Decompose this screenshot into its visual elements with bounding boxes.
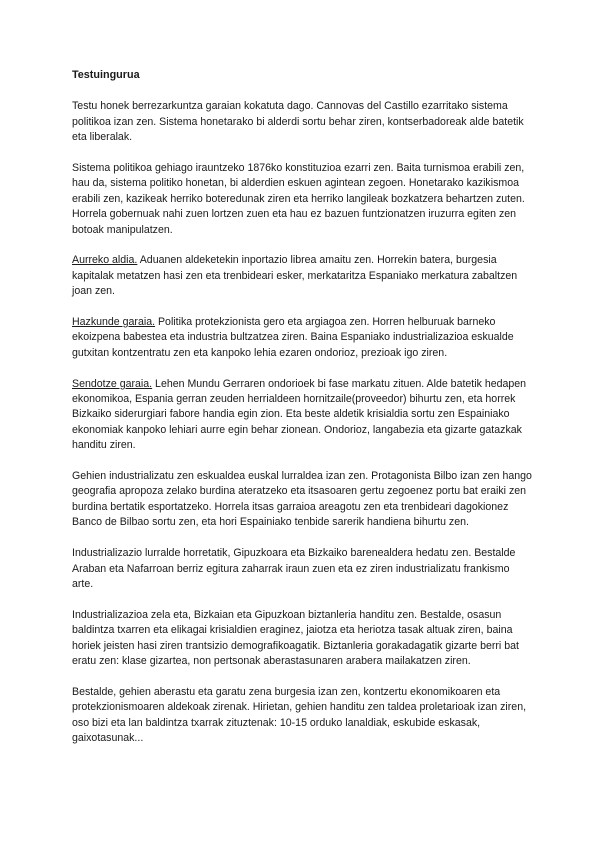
document-page [72, 68, 532, 762]
basque-region-paragraph: Gehien industrializatu zen eskualdea euskal lurraldea izan zen. Protagonista Bilbo izan zen hango geografia apropoza zelako burdina ateratzeko eta itsasoaren gertu zegoenez portu bat eraiki zen burdina bertatik esportatzeko. Horrela itsas garraioa areagotu zen eta trenbideari dagokionez Banco de Bilbao sortu zen, eta hori Espainiako tenbide sarerik handiena bihurtu zen. [72, 470, 532, 529]
section-text-sendotze-garaia: Lehen Mundu Gerraren ondorioek bi fase markatu zituen. Alde batetik hedapen ekonomikoa, Espania gerran zeuden herrialdeen hornitzaile(proveedor) bihurtu zen, eta horrek Bizkaiko siderurgiari fabore handia egin zion. Eta beste aldetik krisialdia sortu zen Espainiako ekonomiak kanpoko lehiari aurre egin behar zionean. Ondorioz, langabezia eta gizarte gatazkak handitu ziren. [72, 377, 527, 452]
section-heading-sendotze-garaia: Sendotze garaia. [72, 377, 153, 390]
section-hazkunde-garaia [72, 315, 532, 361]
spread-paragraph: Industrializazio lurralde horretatik, Gipuzkoara eta Bizkaiko barenealdera hedatu zen. Bestalde Araban eta Nafarroan berriz egitura zaharrak iraun zuen eta ez ziren industrializatu frankismo arte. [72, 547, 516, 590]
section-text-aurreko-aldia: Aduanen aldeketekin inportazio librea amaitu zen. Horrekin batera, burgesia kapitalak metatzen hasi zen eta trenbideari esker, merkataritza Espaniako merkatura zabaltzen joan zen. [72, 254, 518, 298]
section-sendotze-garaia [72, 377, 532, 454]
population-paragraph: Industrializazioa zela eta, Bizkaian eta Gipuzkoan biztanleria handitu zen. Bestalde, osasun baldintza txarren eta elikagai krisialdien eraginez, jaiotza eta heriotza tasak altuak ziren, baina horiek jeisten hasi ziren trantsizio demografikoagatik. Biztanleria gorakadagatik gizarte berri bat eratu zen: klase gizartea, non pertsonak aberastasunaren arabera mailakatzen ziren. [72, 608, 519, 667]
classes-paragraph: Bestalde, gehien aberastu eta garatu zena burgesia izan zen, kontzertu ekonomikoaren eta protekzionismoaren aldekoak zirenak. Hirietan, gehien handitu zen taldea proletarioak izan ziren, oso bizi eta lan baldintza txarrak zituztenak: 10-15 orduko lanaldiak, eskubide eskasak, gaixotasunak... [72, 685, 527, 744]
politics-paragraph: Sistema politikoa gehiago irauntzeko 1876ko konstituzioa ezarri zen. Baita turnismoa erabili zen, hau da, sistema politiko honetan, bi alderdien eskuen agintean zegoen. Honetarako kazikismoa erabili zen, kazikeak herriko boteredunak ziren eta herriko langileak bozkatzera behartzen zuten. Horrela gobernuak nahi zuen lortzen zuen eta hau ez bazuen funtzionatzen iruzurra egiten zen botoak manipulatzen. [72, 162, 525, 236]
section-heading-hazkunde-garaia: Hazkunde garaia. [72, 316, 156, 329]
intro-paragraph: Testu honek berrezarkuntza garaian kokatuta dago. Cannovas del Castillo ezarritako sistema politikoa izan zen. Sistema honetarako bi alderdi sortu behar ziren, kontserbadoreak alde batetik eta liberalak. [72, 100, 524, 144]
document-title: Testuingurua [72, 69, 140, 81]
section-text-hazkunde-garaia: Politika protekzionista gero eta argiagoa zen. Horren helburuak barneko ekoizpena babestea eta industria bultzatzea ziren. Baina Espaniako industrializazioa eskualde gutxitan kontzentratu zen eta kanpoko lehia ezaren ondorioz, prezioak igo ziren. [72, 316, 514, 359]
section-heading-aurreko-aldia: Aurreko aldia. [72, 254, 138, 267]
section-aurreko-aldia [72, 253, 532, 299]
